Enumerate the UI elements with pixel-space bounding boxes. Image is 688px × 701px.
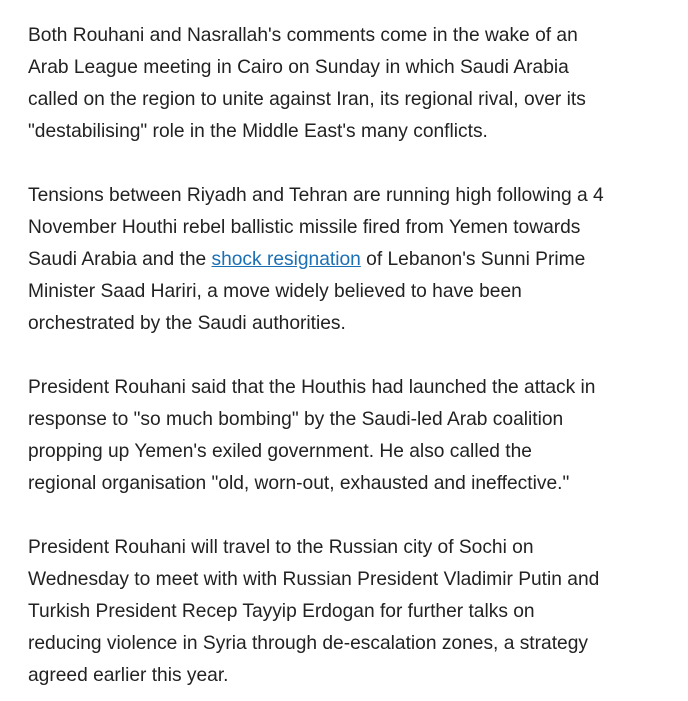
shock-resignation-link[interactable]: shock resignation: [211, 249, 361, 270]
text-line: Turkish President Recep Tayyip Erdogan for further talks on: [28, 601, 535, 622]
text-line: "destabilising" role in the Middle East's many conflicts.: [28, 121, 488, 142]
text-line: propping up Yemen's exiled government. He also called the: [28, 441, 532, 462]
paragraph-tensions: [28, 180, 672, 340]
text-line: Wednesday to meet with with Russian President Vladimir Putin and: [28, 569, 600, 590]
text-line: President Rouhani said that the Houthis had launched the attack in: [28, 377, 596, 398]
text-line: reducing violence in Syria through de-escalation zones, a strategy: [28, 633, 588, 654]
text-line: regional organisation "old, worn-out, exhausted and ineffective.": [28, 473, 570, 494]
text-line: agreed earlier this year.: [28, 665, 229, 686]
text-line: Arab League meeting in Cairo on Sunday in which Saudi Arabia: [28, 57, 569, 78]
text-line: Both Rouhani and Nasrallah's comments come in the wake of an: [28, 25, 578, 46]
text-line: Tensions between Riyadh and Tehran are running high following a 4: [28, 185, 604, 206]
text-line: Minister Saad Hariri, a move widely believed to have been: [28, 281, 522, 302]
text-line: November Houthi rebel ballistic missile fired from Yemen towards: [28, 217, 581, 238]
text-line: response to "so much bombing" by the Saudi-led Arab coalition: [28, 409, 564, 430]
text-line: orchestrated by the Saudi authorities.: [28, 313, 346, 334]
text-line: of Lebanon's Sunni Prime: [360, 249, 586, 270]
text-line: called on the region to unite against Iran, its regional rival, over its: [28, 89, 586, 110]
text-line: Saudi Arabia and the: [28, 249, 212, 270]
text-line: President Rouhani will travel to the Russian city of Sochi on: [28, 537, 534, 558]
paragraph-arab-league: [28, 20, 672, 148]
paragraph-houthis: [28, 372, 672, 500]
paragraph-sochi: [28, 532, 672, 692]
